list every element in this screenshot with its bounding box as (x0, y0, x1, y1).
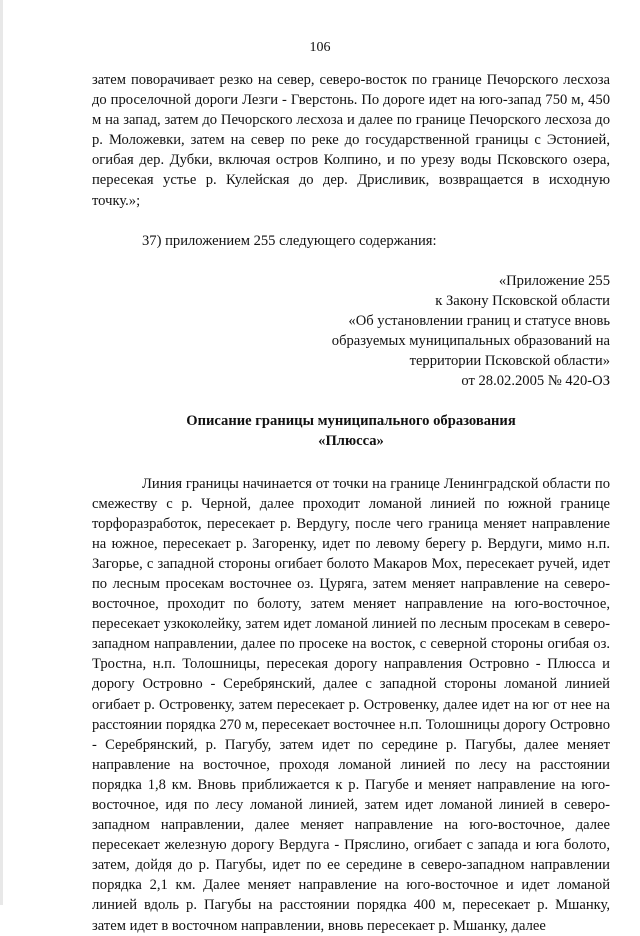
section-title (92, 411, 610, 451)
section-title-line: Описание границы муниципального образования (186, 413, 516, 430)
paragraph-item-37: 37) приложением 255 следующего содержания: (142, 232, 437, 249)
appendix-line: территории Псковской области» (409, 353, 610, 370)
document-body (92, 70, 610, 936)
scan-edge (0, 0, 3, 905)
appendix-line: «Приложение 255 (498, 272, 610, 289)
section-title-line: «Плюсса» (318, 433, 384, 450)
appendix-line: образуемых муниципальных образований на (331, 333, 610, 350)
appendix-line: «Об установлении границ и статусе вновь (348, 312, 610, 329)
page-number: 106 (309, 40, 331, 55)
paragraph-continuation: затем поворачивает резко на север, северо-восток по границе Печорского лесхоза до проселочной дороги Лезги - Гверстонь. По дороге идет на юго-запад 750 м, 450 м на запад, затем до Печорского лесхоза и далее по границе Печорского лесхоза до р. Моложевки, затем на север по реке до государственной границы с Эстонией, огибая дер. Дубки, включая остров Колпино, и по урезу воды Псковского озера, пересекая устье р. Кулейская до дер. Дрисливик, возвращается в исходную точку.»; (92, 72, 610, 209)
appendix-reference (92, 271, 610, 392)
paragraph-boundary-description: Линия границы начинается от точки на границе Ленинградской области по смежеству с р. Черной, далее проходит ломаной линией по южной границе торфоразработок, пересекает р. Вердугу, после чего граница меняет направление на южное, пересекает р. Загоренку, идет по левому берегу р. Вердуги, мимо н.п. Загорье, с западной стороны огибает болото Макаров Мох, пересекает ручей, идет по лесным просекам восточнее оз. Цуряга, затем меняет направление на северо-восточное, проходит по болоту, затем меняет направление на юго-восточное, пересекает узкоколейку, затем идет ломаной линией по лесным просекам в северо-западном направлении, далее по просеке на восток, с северной стороны огибая оз. Тростна, н.п. Толошницы, пересекая дорогу направления Островно - Плюсса и дорогу Островно - Серебрянский, далее с западной стороны ломаной линией огибает р. Островенку, затем пересекает р. Островенку, далее идет на юг от нее на расстоянии порядка 270 м, пересекает восточнее н.п. Толошницы дорогу Островно - Серебрянский, р. Пагубу, затем идет по середине р. Пагубы, далее меняет направление на восточное, проходя ломаной линией по лесу на расстоянии порядка 1,8 км. Вновь приближается к р. Пагубе и меняет направление на юго-восточное, идя по лесу ломаной линией, затем идет ломаной линией в северо-западном направлении, далее меняет направление на юго-восточное, далее пересекает железную дорогу Вердуга - Пряслино, огибает с запада и юга болото, затем, дойдя до р. Пагубы, идет по ее середине в северо-западном направлении порядка 2,1 км. Далее меняет направление на юго-восточное и идет ломаной линией вдоль р. Пагубы на расстоянии порядка 400 м, пересекает р. Мшанку, затем идет в восточном направлении, вновь пересекает р. Мшанку, далее (92, 475, 610, 934)
appendix-line: к Закону Псковской области (435, 292, 610, 309)
appendix-line: от 28.02.2005 № 420-ОЗ (461, 373, 610, 390)
